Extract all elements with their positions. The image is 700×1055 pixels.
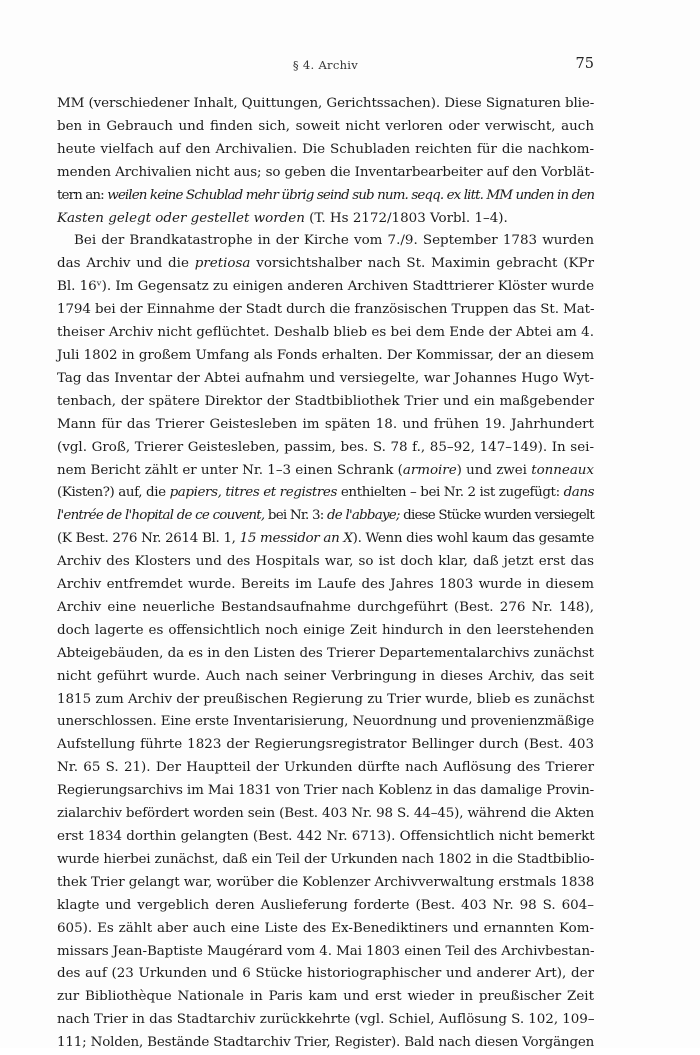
text-line	[57, 895, 594, 918]
text-segment: MM (verschiedener Inhalt, Quittungen, Gerichtssachen). Diese Signaturen blie-	[57, 96, 595, 111]
text-line	[57, 322, 594, 345]
text-line	[57, 872, 594, 895]
text-segment: (vgl. Groß, Trierer Geistesleben, passim, bes. S. 78 f., 85–92, 147–149). In sei-	[57, 439, 594, 455]
text-line	[57, 757, 594, 780]
italic-text: papiers, titres et registres	[169, 485, 337, 501]
text-line	[57, 528, 594, 551]
text-segment: 605). Es zählt aber auch eine Liste des Ex-Benediktiners und ernannten Kom-	[57, 920, 594, 936]
text-segment: (T. Hs 2172/1803 Vorbl. 1–4).	[304, 210, 508, 226]
text-segment: tenbach, der spätere Direktor der Stadtbibliothek Trier und ein maßgebender	[57, 393, 594, 409]
text-line	[57, 230, 594, 253]
text-segment: Tag das Inventar der Abtei aufnahm und versiegelte, war Johannes Hugo Wyt-	[57, 370, 594, 386]
text-line	[57, 689, 594, 712]
text-line	[57, 185, 594, 208]
italic-text: l'entrée de l'hopital de ce couvent,	[57, 508, 265, 524]
page-header	[57, 56, 594, 78]
text-line	[57, 368, 594, 391]
italic-text: pretiosa	[194, 256, 251, 272]
text-line	[57, 734, 594, 757]
text-segment: Archiv entfremdet wurde. Bereits im Laufe des Jahres 1803 wurde in diesem	[57, 577, 594, 593]
text-line	[57, 93, 594, 116]
text-line	[57, 803, 594, 826]
italic-text: dans	[563, 485, 595, 501]
text-segment: Nr. 65 S. 21). Der Hauptteil der Urkunden dürfte nach Auflösung des Trierer	[57, 760, 594, 776]
text-line	[57, 597, 594, 620]
text-line	[57, 460, 594, 483]
text-line	[57, 1032, 594, 1055]
text-line	[57, 963, 594, 986]
text-segment: ). Wenn dies wohl kaum das gesamte	[352, 531, 595, 547]
text-line	[57, 414, 594, 437]
italic-text: de l'abbaye;	[326, 508, 400, 524]
text-line	[57, 505, 594, 528]
text-segment: tern an:	[57, 187, 108, 203]
text-segment: Archiv eine neuerliche Bestandsaufnahme durchgeführt (Best. 276 Nr. 148),	[57, 599, 594, 615]
text-segment: nach Trier in das Stadtarchiv zurückkehrte (vgl. Schiel, Auflösung S. 102, 109–	[57, 1012, 595, 1028]
text-segment: Regierungsarchivs im Mai 1831 von Trier nach Koblenz in das damalige Provin-	[57, 783, 595, 799]
text-segment: ) und zwei	[456, 462, 532, 478]
text-line	[57, 849, 594, 872]
text-line	[57, 574, 594, 597]
text-line	[57, 391, 594, 414]
text-segment: Aufstellung führte 1823 der Regierungsregistrator Bellinger durch (Best. 403	[57, 737, 594, 753]
text-segment: das Archiv und die	[57, 256, 195, 272]
text-line	[57, 918, 594, 941]
text-segment: heute vielfach auf den Archivalien. Die Schubladen reichten für die nachkom-	[57, 141, 594, 157]
text-segment: Mann für das Trierer Geistesleben im späten 18. und frühen 19. Jahrhundert	[57, 416, 594, 432]
text-line	[57, 826, 594, 849]
italic-text: armoire	[402, 462, 457, 478]
italic-text: weilen keine Schublad mehr übrig seind sub num. seqq. ex litt. MM unden in den	[107, 187, 595, 203]
text-line	[57, 643, 594, 666]
body-text	[57, 93, 594, 1055]
text-segment: 1815 zum Archiv der preußischen Regierung zu Trier wurde, blieb es zunächst	[57, 691, 595, 707]
text-segment: missars Jean-Baptiste Maugérard vom 4. Mai 1803 einen Teil des Archivbestan-	[57, 943, 595, 959]
italic-text: 15 messidor an X	[239, 531, 353, 547]
text-segment: Bei der Brandkatastrophe in der Kirche vom 7./9. September 1783 wurden	[74, 233, 594, 249]
text-segment: Bl. 16ᵛ). Im Gegensatz zu einigen anderen Archiven Stadttrierer Klöster wurde	[57, 279, 595, 295]
text-line	[57, 139, 594, 162]
text-segment: doch lagerte es offensichtlich noch einige Zeit hindurch in den leerstehenden	[57, 622, 594, 638]
text-line	[57, 986, 594, 1009]
text-segment: unerschlossen. Eine erste Inventarisierung, Neuordnung und provenienzmäßige	[57, 714, 594, 730]
text-segment: zur Bibliothèque Nationale in Paris kam und erst wieder in preußischer Zeit	[57, 989, 594, 1005]
italic-text: Kasten gelegt oder gestellet worden	[57, 210, 305, 226]
text-line	[57, 116, 594, 139]
text-segment: Abteigebäuden, da es in den Listen des Trierer Departementalarchivs zunächst	[57, 645, 594, 661]
text-segment: Archiv des Klosters und des Hospitals war, so ist doch klar, daß jetzt erst das	[57, 554, 594, 570]
text-line	[57, 711, 594, 734]
italic-text: tonneaux	[531, 462, 594, 478]
text-segment: des auf (23 Urkunden und 6 Stücke historiographischer und anderer Art), der	[57, 966, 594, 982]
text-line	[57, 620, 594, 643]
text-line	[57, 299, 594, 322]
text-line	[57, 666, 594, 689]
text-segment: zialarchiv befördert worden sein (Best. 403 Nr. 98 S. 44–45), während die Akten	[57, 806, 595, 822]
text-line	[57, 551, 594, 574]
text-segment: vorsichtshalber nach St. Maximin gebracht (KPr	[250, 256, 594, 272]
text-segment: diese Stücke wurden versiegelt	[399, 508, 595, 524]
text-segment: enthielten – bei Nr. 2 ist zugefügt:	[337, 485, 564, 501]
text-line	[57, 482, 594, 505]
text-line	[57, 1009, 594, 1032]
text-segment: wurde hierbei zunächst, daß ein Teil der Urkunden nach 1802 in die Stadtbiblio-	[57, 851, 595, 867]
text-segment: nicht geführt wurde. Auch nach seiner Verbringung in dieses Archiv, das seit	[57, 668, 594, 684]
text-line	[57, 941, 594, 964]
text-segment: klagte und vergeblich deren Auslieferung forderte (Best. 403 Nr. 98 S. 604–	[57, 897, 594, 913]
text-segment: 111; Nolden, Bestände Stadtarchiv Trier, Register). Bald nach diesen Vorgängen	[57, 1035, 595, 1051]
text-segment: erst 1834 dorthin gelangten (Best. 442 Nr. 6713). Offensichtlich nicht bemerkt	[57, 829, 595, 844]
text-segment: (K Best. 276 Nr. 2614 Bl. 1,	[57, 531, 240, 547]
text-segment: nem Bericht zählt er unter Nr. 1–3 einen Schrank (	[57, 462, 403, 478]
page-number: 75	[575, 56, 594, 72]
text-line	[57, 437, 594, 460]
text-segment: thek Trier gelangt war, worüber die Koblenzer Archivverwaltung erstmals 1838	[57, 874, 595, 890]
text-segment: Juli 1802 in großem Umfang als Fonds erhalten. Der Kommissar, der an diesem	[57, 347, 594, 363]
text-line	[57, 253, 594, 276]
text-segment: 1794 bei der Einnahme der Stadt durch die französischen Truppen das St. Mat-	[57, 302, 595, 318]
text-segment: (Kisten?) auf, die	[57, 485, 170, 501]
text-segment: bei Nr. 3:	[264, 508, 327, 524]
text-line	[57, 162, 594, 185]
text-segment: theiser Archiv nicht geflüchtet. Deshalb blieb es bei dem Ende der Abtei am 4.	[57, 325, 594, 341]
running-head: § 4. Archiv	[292, 58, 359, 72]
text-segment: menden Archivalien nicht aus; so geben die Inventarbearbeiter auf den Vorblät-	[57, 164, 595, 180]
text-line	[57, 345, 594, 368]
text-line	[57, 780, 594, 803]
text-segment: ben in Gebrauch und finden sich, soweit nicht verloren oder verwischt, auch	[57, 118, 594, 134]
text-line	[57, 208, 594, 231]
text-line	[57, 276, 594, 299]
